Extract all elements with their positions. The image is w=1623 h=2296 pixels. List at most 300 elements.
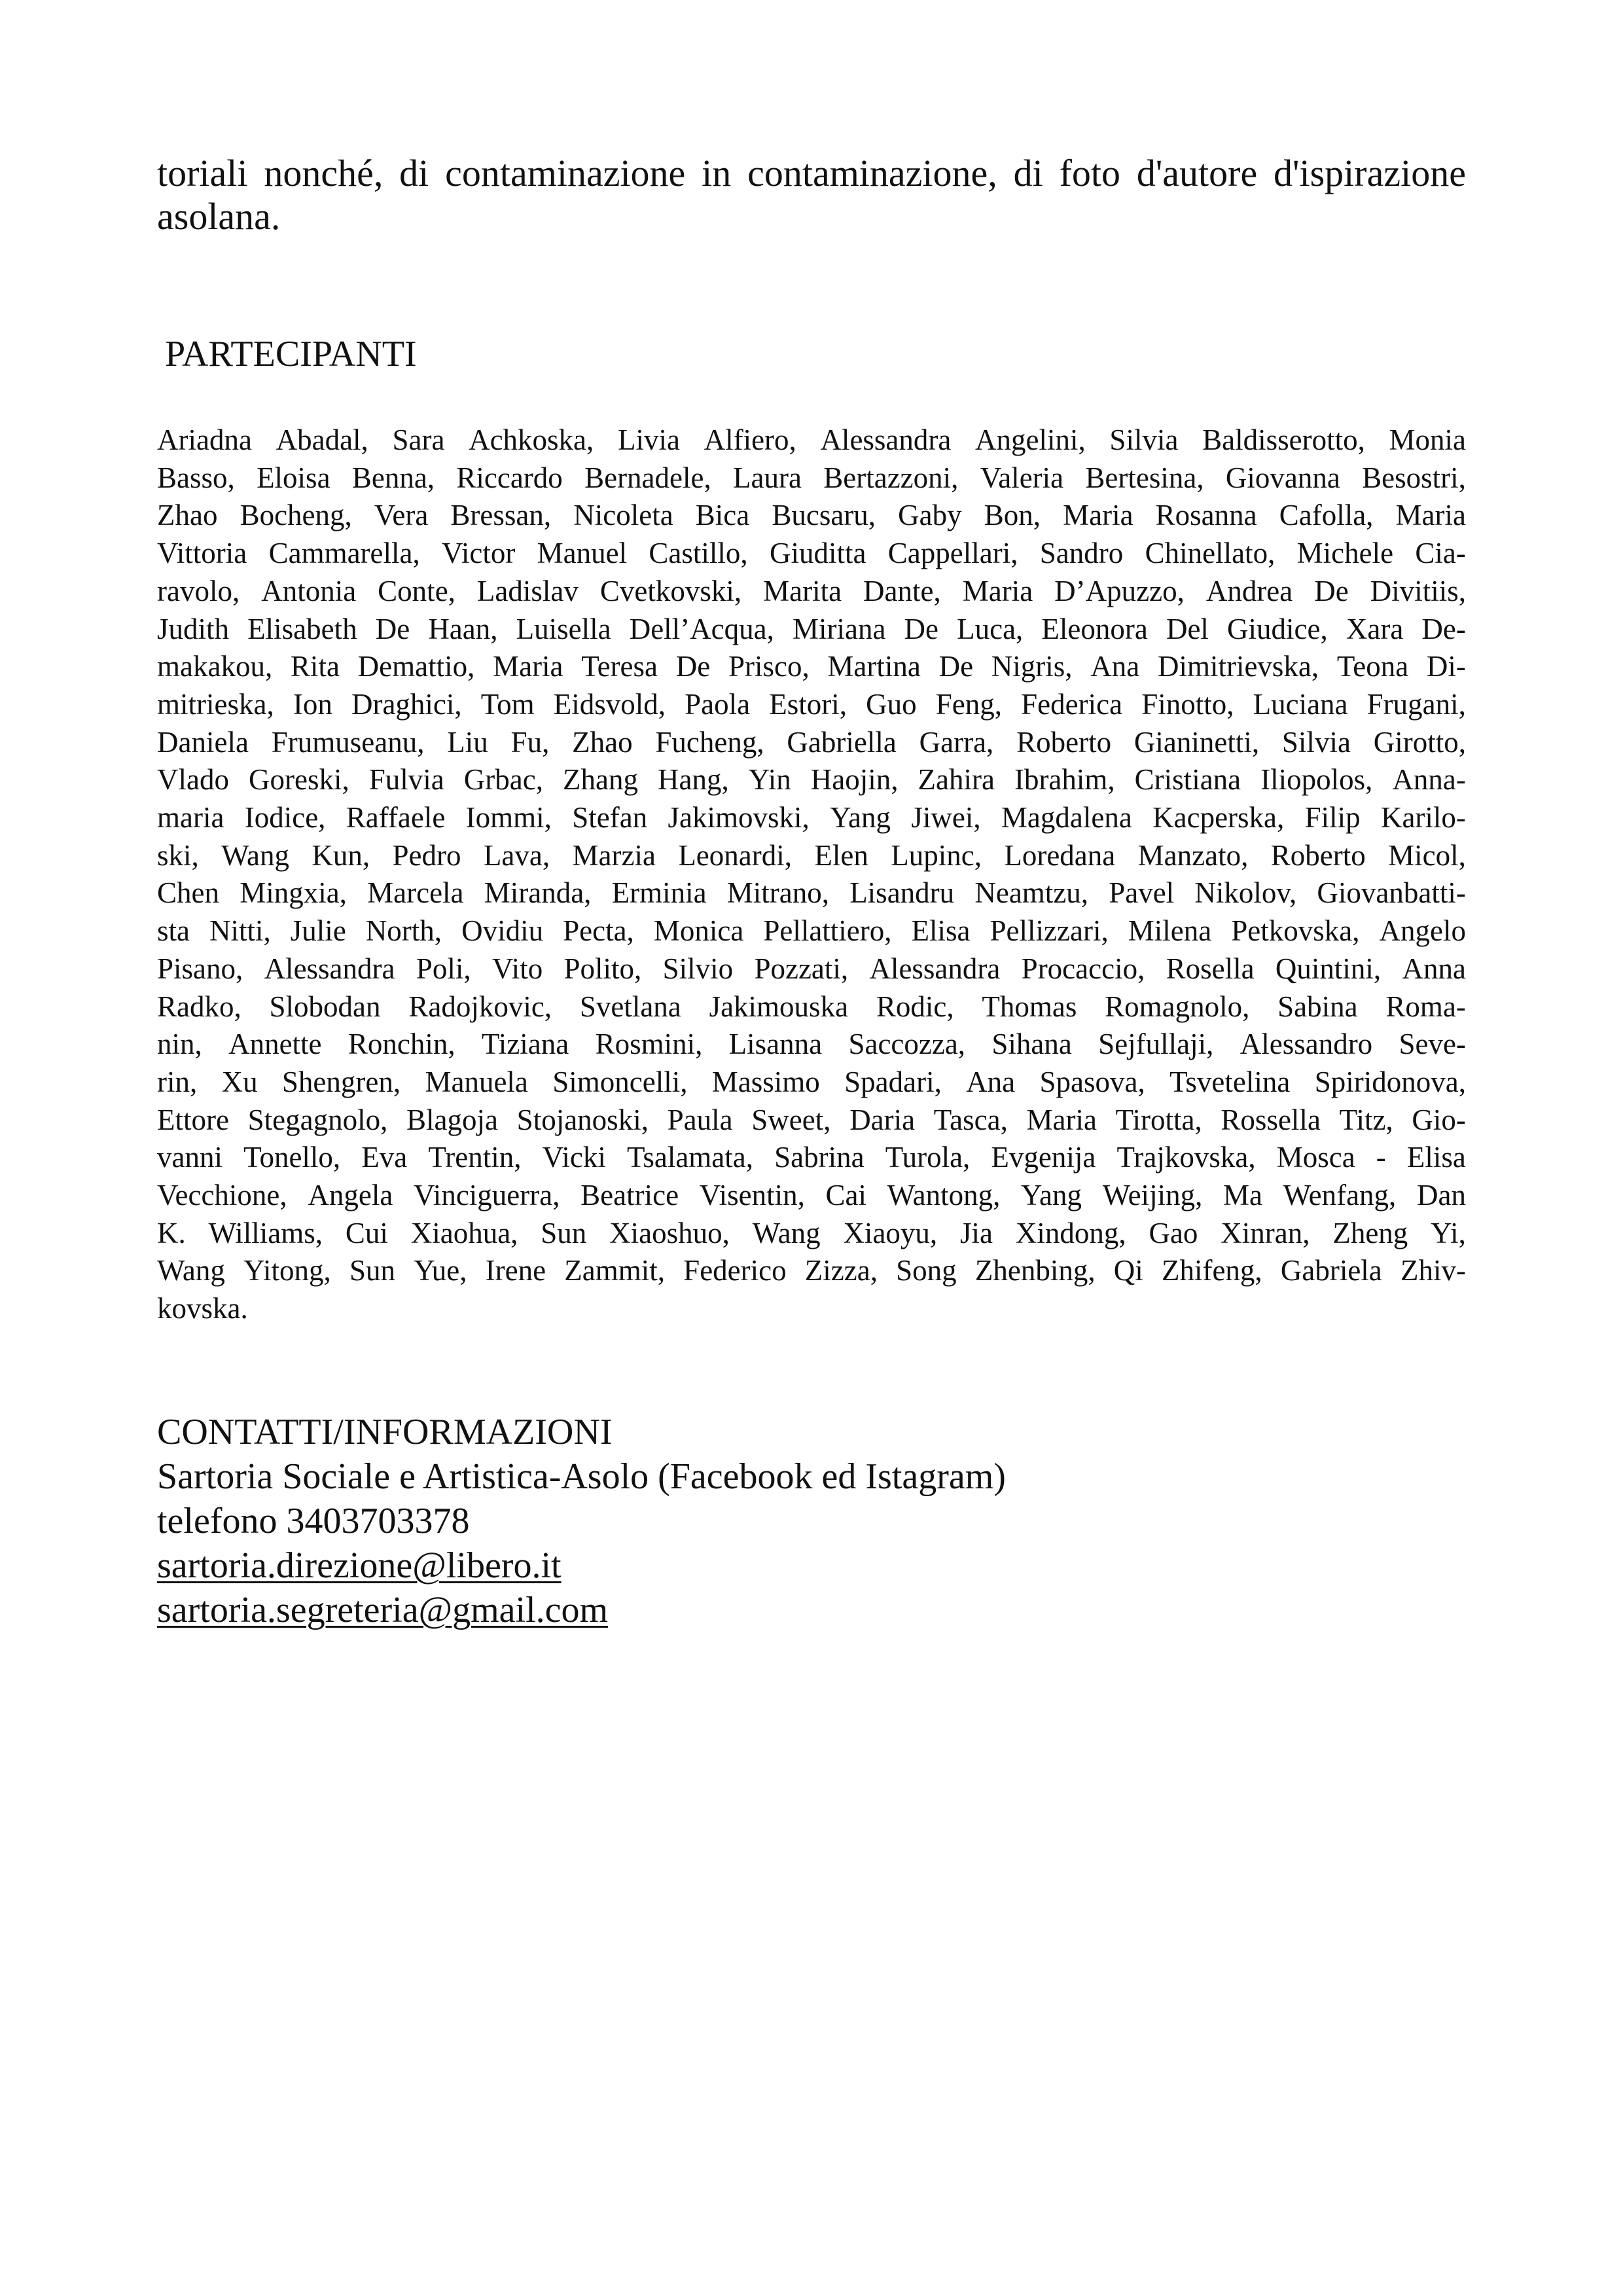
word: Rosanna xyxy=(1155,499,1257,532)
participants-line xyxy=(157,950,1466,988)
word: Eidsvold, xyxy=(553,687,666,721)
word: Bica xyxy=(695,499,750,532)
participants-line xyxy=(157,874,1466,912)
word: Miranda, xyxy=(484,876,592,910)
word: Ettore xyxy=(157,1103,229,1136)
word: Sabrina xyxy=(774,1141,865,1174)
word: Wantong, xyxy=(887,1179,1001,1212)
word: Tasca, xyxy=(933,1103,1008,1136)
word: di xyxy=(1013,152,1043,194)
participants-line xyxy=(157,724,1466,762)
word: Andrea xyxy=(1205,574,1293,607)
word: Trajkovska, xyxy=(1116,1141,1256,1174)
participants-line xyxy=(157,1139,1466,1177)
participants-line xyxy=(157,573,1466,611)
word: Cui xyxy=(345,1216,388,1249)
word: Zhang xyxy=(562,763,638,797)
word: Vera xyxy=(374,499,429,532)
word: Stojanoski, xyxy=(516,1103,649,1136)
word: Marcela xyxy=(367,876,464,910)
word: di xyxy=(399,152,429,194)
word: Dimitrievska, xyxy=(1157,650,1319,683)
word: Manuela xyxy=(425,1065,528,1098)
participants-line xyxy=(157,799,1466,837)
word: Ion xyxy=(293,687,332,721)
word: nin, xyxy=(157,1028,202,1061)
word: Tsalamata, xyxy=(626,1141,753,1174)
word: Loredana xyxy=(1004,838,1116,872)
participants-heading: PARTECIPANTI xyxy=(165,334,417,374)
participants-line xyxy=(157,686,1466,724)
word: foto xyxy=(1059,152,1120,194)
word: Rosella xyxy=(1166,952,1255,985)
word: makakou, xyxy=(157,650,273,683)
word: Haojin, xyxy=(810,763,899,797)
word: Micol, xyxy=(1388,838,1466,872)
word: Polito, xyxy=(563,952,642,985)
word: Monia xyxy=(1389,423,1466,456)
word: Neamtzu, xyxy=(974,876,1089,910)
word: Roberto xyxy=(1016,725,1112,759)
word: Petkovska, xyxy=(1231,914,1360,948)
word: Roma- xyxy=(1385,990,1466,1023)
word: Alfiero, xyxy=(704,423,796,456)
word: Dante, xyxy=(863,574,941,607)
word: in xyxy=(702,152,732,194)
word: Anna- xyxy=(1392,763,1466,797)
word: Trentin, xyxy=(428,1141,522,1174)
word: Valeria xyxy=(980,461,1064,494)
word: Alessandro xyxy=(1240,1028,1373,1061)
word: Thomas xyxy=(982,990,1077,1023)
word: Zhiv- xyxy=(1400,1254,1466,1287)
word: Draghici, xyxy=(351,687,462,721)
word: Giudice, xyxy=(1227,612,1328,645)
word: Cai xyxy=(825,1179,867,1212)
word: Miriana xyxy=(792,612,886,645)
word: Rodic, xyxy=(876,990,954,1023)
word: Cammarella, xyxy=(268,537,420,570)
word: Girotto, xyxy=(1373,725,1466,759)
word: Elisa xyxy=(1406,1141,1466,1174)
word: Jakimovski, xyxy=(668,801,810,834)
word: Paula xyxy=(667,1103,733,1136)
word: Pisano, xyxy=(157,952,243,985)
word: Feng, xyxy=(935,687,1003,721)
word: Sihana xyxy=(991,1028,1072,1061)
word: Pavel xyxy=(1109,876,1175,910)
word: Pecta, xyxy=(563,914,634,948)
word: Anna xyxy=(1402,952,1466,985)
word: Zammit, xyxy=(564,1254,665,1287)
word: Pellattiero, xyxy=(763,914,892,948)
word: Williams, xyxy=(208,1216,323,1249)
contacts-section xyxy=(157,1410,1466,1632)
word: Basso, xyxy=(157,461,235,494)
word: Alessandra xyxy=(869,952,1001,985)
word: Paola xyxy=(685,687,751,721)
organization-name: Sartoria Sociale e Artistica-Asolo (Facebook ed Istagram) xyxy=(157,1456,1006,1497)
word: Frugani, xyxy=(1366,687,1466,721)
word: Angelo xyxy=(1379,914,1466,948)
word: Yue, xyxy=(414,1254,467,1287)
word: Bertazzoni, xyxy=(823,461,959,494)
word: Lisanna xyxy=(728,1028,823,1061)
participants-line xyxy=(157,497,1466,535)
word: mitrieska, xyxy=(157,687,274,721)
word: Karilo- xyxy=(1380,801,1466,834)
word: Vlado xyxy=(157,763,229,797)
word: Saccozza, xyxy=(848,1028,966,1061)
word: Sweet, xyxy=(751,1103,831,1136)
word: Spiridonova, xyxy=(1314,1065,1466,1098)
word: Bertesina, xyxy=(1085,461,1204,494)
word: Jakimouska xyxy=(709,990,849,1023)
word: Fu, xyxy=(510,725,550,759)
word: Estori, xyxy=(769,687,847,721)
word: Riccardo xyxy=(456,461,563,494)
word: Wang xyxy=(752,1216,821,1249)
word: Dan xyxy=(1417,1179,1466,1212)
participants-list xyxy=(157,422,1466,1328)
word: Romagnolo, xyxy=(1105,990,1250,1023)
word: Elisabeth xyxy=(247,612,357,645)
word: Castillo, xyxy=(649,537,748,570)
word: Massimo xyxy=(711,1065,820,1098)
word: Luciana xyxy=(1253,687,1348,721)
word: Eva xyxy=(361,1141,408,1174)
word: Gao xyxy=(1149,1216,1198,1249)
word: Magdalena xyxy=(1001,801,1132,834)
word: Cappellari, xyxy=(887,537,1018,570)
word: Rosmini, xyxy=(595,1028,703,1061)
word: Yi, xyxy=(1431,1216,1466,1249)
word: Monica xyxy=(653,914,744,948)
participants-line xyxy=(157,912,1466,950)
word: Federico xyxy=(683,1254,787,1287)
word: Sandro xyxy=(1039,537,1124,570)
participants-line xyxy=(157,611,1466,649)
word: Yang xyxy=(1021,1179,1082,1212)
word: Teresa xyxy=(581,650,658,683)
word: Ana xyxy=(1090,650,1140,683)
word: Laura xyxy=(733,461,802,494)
word: Pedro xyxy=(392,838,461,872)
word: Conte, xyxy=(378,574,455,607)
word: Maria xyxy=(962,574,1033,607)
word: d'autore xyxy=(1136,152,1258,194)
word: Simoncelli, xyxy=(552,1065,688,1098)
word: Ma xyxy=(1223,1179,1263,1212)
word: Spasova, xyxy=(1039,1065,1145,1098)
word: Ladislav xyxy=(476,574,579,607)
word: Jia xyxy=(960,1216,993,1249)
word: Maria xyxy=(1063,499,1133,532)
word: Besostri, xyxy=(1362,461,1466,494)
word: Xinran, xyxy=(1221,1216,1310,1249)
word: Alessandra xyxy=(264,952,395,985)
word: Visentin, xyxy=(699,1179,805,1212)
word: Ariadna xyxy=(157,423,252,456)
word: Nikolov, xyxy=(1194,876,1297,910)
word: Song xyxy=(896,1254,957,1287)
word: De xyxy=(675,650,711,683)
email-link-segreteria[interactable]: sartoria.segreteria@gmail.com xyxy=(157,1590,609,1630)
word: Teona xyxy=(1336,650,1409,683)
word: Zhao xyxy=(572,725,633,759)
word: Demattio, xyxy=(357,650,475,683)
word: Beatrice xyxy=(580,1179,679,1212)
word: Zhao xyxy=(157,499,218,532)
word: Manuel xyxy=(537,537,628,570)
word: Xiaoyu, xyxy=(843,1216,938,1249)
word: Bressan, xyxy=(450,499,552,532)
word: Grbac, xyxy=(463,763,543,797)
word: Cia- xyxy=(1415,537,1466,570)
word: Zhifeng, xyxy=(1161,1254,1262,1287)
participants-line xyxy=(157,648,1466,686)
word: Wang xyxy=(157,1254,225,1287)
word: Finotto, xyxy=(1141,687,1234,721)
word: Nigris, xyxy=(991,650,1073,683)
word: De xyxy=(1314,574,1349,607)
word: sta xyxy=(157,914,190,948)
word: Cvetkovski, xyxy=(599,574,742,607)
word: Chinellato, xyxy=(1145,537,1275,570)
word: Qi xyxy=(1113,1254,1143,1287)
participants-line xyxy=(157,1026,1466,1064)
word: Lisandru xyxy=(849,876,955,910)
word: Turola, xyxy=(885,1141,971,1174)
word: Vecchione, xyxy=(157,1179,287,1212)
word: Evgenija xyxy=(991,1141,1096,1174)
word: Elen xyxy=(814,838,868,872)
participants-line xyxy=(157,1252,1466,1290)
word: Nitti, xyxy=(209,914,271,948)
word: Stefan xyxy=(572,801,648,834)
word: De xyxy=(904,612,939,645)
word: Luca, xyxy=(957,612,1024,645)
word: Silvio xyxy=(662,952,734,985)
participants-line xyxy=(157,837,1466,875)
word: Ibrahim, xyxy=(1014,763,1115,797)
word: Giovanbatti- xyxy=(1317,876,1466,910)
word: North, xyxy=(365,914,442,948)
word: Shengren, xyxy=(281,1065,401,1098)
word: Garra, xyxy=(919,725,994,759)
word: Ronchin, xyxy=(348,1028,455,1061)
word: Tsvetelina xyxy=(1169,1065,1291,1098)
word: Lava, xyxy=(483,838,550,872)
word: Livia xyxy=(617,423,680,456)
word: Erminia xyxy=(611,876,707,910)
word: Yang xyxy=(830,801,891,834)
word: Del xyxy=(1166,612,1209,645)
word: vanni xyxy=(157,1141,223,1174)
intro-paragraph xyxy=(157,152,1466,238)
word: Pozzati, xyxy=(754,952,849,985)
word: contaminazione, xyxy=(747,152,997,194)
word: K. xyxy=(157,1216,186,1249)
word: Lupinc, xyxy=(891,838,982,872)
word: Mingxia, xyxy=(240,876,347,910)
word: Tirotta, xyxy=(1115,1103,1202,1136)
word: Vicki xyxy=(542,1141,606,1174)
word: De xyxy=(938,650,974,683)
word: Di- xyxy=(1426,650,1466,683)
word: Angelini, xyxy=(975,423,1086,456)
word: Rossella xyxy=(1221,1103,1321,1136)
word: Gaby xyxy=(898,499,962,532)
word: Elisa xyxy=(911,914,971,948)
word: Raffaele xyxy=(346,801,446,834)
word: Yitong, xyxy=(243,1254,331,1287)
word: Radojkovic, xyxy=(408,990,552,1023)
word: Divitiis, xyxy=(1370,574,1466,607)
word: ski, xyxy=(157,838,199,872)
word: Gio- xyxy=(1412,1103,1466,1136)
word: Xiaoshuo, xyxy=(609,1216,730,1249)
word: Eleonora xyxy=(1041,612,1148,645)
word: Benna, xyxy=(351,461,435,494)
word: ravolo, xyxy=(157,574,240,607)
participants-line xyxy=(157,1102,1466,1139)
word: Daniela xyxy=(157,725,249,759)
participants-line xyxy=(157,422,1466,459)
word: Luisella xyxy=(516,612,611,645)
word: Blagoja xyxy=(406,1103,498,1136)
word: Maria xyxy=(1395,499,1466,532)
word: Svetlana xyxy=(579,990,681,1023)
word: Zizza, xyxy=(804,1254,878,1287)
word: Kun, xyxy=(312,838,370,872)
word: Quintini, xyxy=(1275,952,1382,985)
word: Rita xyxy=(290,650,340,683)
word: Bocheng, xyxy=(240,499,352,532)
word: Goreski, xyxy=(249,763,349,797)
word: De- xyxy=(1421,612,1466,645)
word: Gabriella xyxy=(787,725,897,759)
word: Irene xyxy=(485,1254,546,1287)
word: Gabriela xyxy=(1280,1254,1382,1287)
word: Sun xyxy=(541,1216,587,1249)
word: Vito xyxy=(491,952,543,985)
word: Gianinetti, xyxy=(1133,725,1260,759)
word: Tom xyxy=(480,687,535,721)
word: Sara xyxy=(392,423,445,456)
word: Iliopolos, xyxy=(1260,763,1373,797)
word: Vittoria xyxy=(157,537,247,570)
word: Zahira xyxy=(918,763,995,797)
word: Titz, xyxy=(1339,1103,1393,1136)
word: Kacperska, xyxy=(1152,801,1285,834)
word: Manzato, xyxy=(1137,838,1249,872)
word: Wenfang, xyxy=(1283,1179,1397,1212)
email-link-direzione[interactable]: sartoria.direzione@libero.it xyxy=(157,1545,562,1586)
participants-line: kovska. xyxy=(157,1292,248,1325)
participants-line xyxy=(157,459,1466,497)
phone-number: telefono 3403703378 xyxy=(157,1501,470,1541)
word: Procaccio, xyxy=(1021,952,1145,985)
word: Milena xyxy=(1128,914,1212,948)
word: Silvia xyxy=(1281,725,1351,759)
word: Marzia xyxy=(572,838,656,872)
word: Poli, xyxy=(416,952,471,985)
word: Bucsaru, xyxy=(772,499,876,532)
word: Leonardi, xyxy=(678,838,792,872)
participants-line xyxy=(157,761,1466,799)
word: Pellizzari, xyxy=(990,914,1109,948)
intro-line xyxy=(157,152,1466,195)
word: Sejfullaji, xyxy=(1098,1028,1214,1061)
intro-line: asolana. xyxy=(157,195,281,238)
word: Ana xyxy=(966,1065,1016,1098)
word: Judith xyxy=(157,612,230,645)
word: Tonello, xyxy=(243,1141,341,1174)
word: Xiaohua, xyxy=(410,1216,518,1249)
word: Iodice, xyxy=(244,801,326,834)
word: Haan, xyxy=(428,612,498,645)
word: Maria xyxy=(1026,1103,1097,1136)
word: Daria xyxy=(849,1103,916,1136)
word: Weijing, xyxy=(1102,1179,1203,1212)
word: rin, xyxy=(157,1065,198,1098)
word: Tiziana xyxy=(481,1028,569,1061)
word: Baldisserotto, xyxy=(1202,423,1365,456)
word: Dell’Acqua, xyxy=(629,612,774,645)
word: Hang, xyxy=(657,763,729,797)
word: Vinciguerra, xyxy=(414,1179,560,1212)
word: Seve- xyxy=(1399,1028,1466,1061)
word: Liu xyxy=(447,725,488,759)
word: Michele xyxy=(1296,537,1394,570)
participants-line xyxy=(157,988,1466,1026)
word: Xindong, xyxy=(1015,1216,1126,1249)
word: Filip xyxy=(1304,801,1361,834)
word: Achkoska, xyxy=(469,423,594,456)
word: Zheng xyxy=(1332,1216,1408,1249)
word: Mitrano, xyxy=(726,876,829,910)
word: Iommi, xyxy=(465,801,552,834)
word: Bon, xyxy=(984,499,1041,532)
word: Radko, xyxy=(157,990,241,1023)
word: Cristiana xyxy=(1134,763,1241,797)
word: Sabina xyxy=(1277,990,1358,1023)
word: d'ispirazione xyxy=(1274,152,1466,194)
word: De xyxy=(375,612,410,645)
contacts-heading: CONTATTI/INFORMAZIONI xyxy=(157,1412,613,1452)
word: Victor xyxy=(442,537,516,570)
word: Bernadele, xyxy=(584,461,711,494)
word: Mosca xyxy=(1276,1141,1355,1174)
word: Chen xyxy=(157,876,219,910)
word: maria xyxy=(157,801,224,834)
word: Xu xyxy=(221,1065,258,1098)
word: Angela xyxy=(308,1179,393,1212)
word: Fulvia xyxy=(368,763,444,797)
word: Maria xyxy=(493,650,563,683)
word: Sun xyxy=(349,1254,396,1287)
word: Spadari, xyxy=(844,1065,942,1098)
word: Jiwei, xyxy=(911,801,981,834)
word: Yin xyxy=(748,763,791,797)
word: Giuditta xyxy=(769,537,866,570)
word: Annette xyxy=(228,1028,322,1061)
participants-line xyxy=(157,1177,1466,1215)
word: Fucheng, xyxy=(655,725,764,759)
word: D’Apuzzo, xyxy=(1054,574,1185,607)
word: contaminazione xyxy=(445,152,686,194)
